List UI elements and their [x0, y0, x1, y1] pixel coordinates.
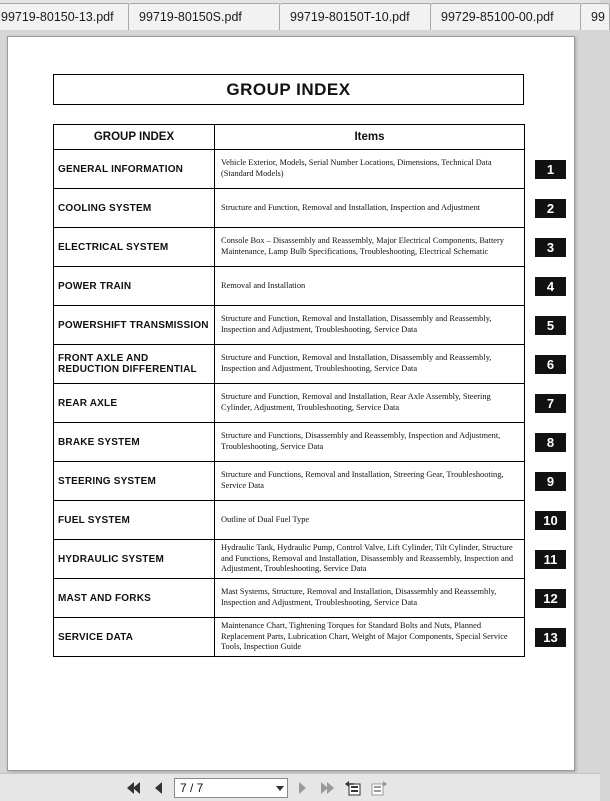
group-items: Vehicle Exterior, Models, Serial Number Locations, Dimensions, Technical Data (Standard Models): [215, 150, 525, 189]
tab-label: 99719-80150T-10.pdf: [290, 10, 410, 24]
group-name: MAST AND FORKS: [54, 579, 215, 618]
group-items: Hydraulic Tank, Hydraulic Pump, Control Valve, Lift Cylinder, Tilt Cylinder, Structure and Functions, Removal and Installation, Disassembly and Reassembly, Inspection and Adjustment, Troubleshooting, Service Data: [215, 540, 525, 579]
tab-99719-80150S[interactable]: [128, 3, 281, 30]
table-row: [54, 579, 525, 618]
table-row: [54, 462, 525, 501]
group-name: FUEL SYSTEM: [54, 501, 215, 540]
group-name: POWER TRAIN: [54, 267, 215, 306]
tab-99729-85100-00[interactable]: [430, 3, 582, 30]
group-items: Structure and Function, Removal and Installation, Rear Axle Assembly, Steering Cylinder, Adjustment, Troubleshooting, Service Data: [215, 384, 525, 423]
group-items: Structure and Function, Removal and Installation, Disassembly and Reassembly, Inspection and Adjustment, Troubleshooting, Service Data: [215, 306, 525, 345]
header-items: Items: [215, 125, 525, 150]
table-row: [54, 228, 525, 267]
table-row: [54, 150, 525, 189]
group-items: Console Box – Disassembly and Reassembly, Major Electrical Components, Battery Maintenance, Lamp Bulb Specifications, Troubleshooting, Electrical Schematic: [215, 228, 525, 267]
group-items: Removal and Installation: [215, 267, 525, 306]
table-row: [54, 501, 525, 540]
page-title: GROUP INDEX: [53, 74, 524, 105]
group-name: GENERAL INFORMATION: [54, 150, 215, 189]
group-number-tab[interactable]: 5: [535, 316, 566, 335]
group-number-tab[interactable]: 3: [535, 238, 566, 257]
document-viewer[interactable]: [0, 30, 600, 773]
last-page-icon[interactable]: [318, 779, 336, 797]
group-name: BRAKE SYSTEM: [54, 423, 215, 462]
tab-truncated[interactable]: [580, 3, 610, 30]
group-name: POWERSHIFT TRANSMISSION: [54, 306, 215, 345]
tab-99719-80150T-10[interactable]: [279, 3, 432, 30]
previous-view-icon[interactable]: [343, 779, 363, 797]
table-row: [54, 267, 525, 306]
group-items: Structure and Functions, Disassembly and Reassembly, Inspection and Adjustment, Troubleshooting, Service Data: [215, 423, 525, 462]
group-number-tab[interactable]: 4: [535, 277, 566, 296]
group-name: ELECTRICAL SYSTEM: [54, 228, 215, 267]
table-row: [54, 423, 525, 462]
page-indicator: 7 / 7: [180, 781, 204, 795]
tab-label: 99719-80150-13.pdf: [1, 10, 114, 24]
group-name: HYDRAULIC SYSTEM: [54, 540, 215, 579]
table-row: [54, 306, 525, 345]
group-name: COOLING SYSTEM: [54, 189, 215, 228]
group-number-tab[interactable]: 12: [535, 589, 566, 608]
table-row: [54, 540, 525, 579]
table-row: [54, 345, 525, 384]
table-row: [54, 189, 525, 228]
group-index-table: [53, 124, 525, 657]
group-number-tab[interactable]: 10: [535, 511, 566, 530]
group-items: Mast Systems, Structure, Removal and Installation, Disassembly and Reassembly, Inspection and Adjustment, Troubleshooting, Service Data: [215, 579, 525, 618]
group-items: Structure and Function, Removal and Installation, Inspection and Adjustment: [215, 189, 525, 228]
group-items: Maintenance Chart, Tightening Torques for Standard Bolts and Nuts, Planned Replacement Parts, Lubrication Chart, Weight of Major Components, Special Service Tools, Inspection Guide: [215, 618, 525, 657]
group-number-tab[interactable]: 8: [535, 433, 566, 452]
tab-bar: [0, 0, 605, 30]
group-number-tab[interactable]: 9: [535, 472, 566, 491]
group-name: STEERING SYSTEM: [54, 462, 215, 501]
group-items: Outline of Dual Fuel Type: [215, 501, 525, 540]
group-items: Structure and Function, Removal and Installation, Disassembly and Reassembly, Inspection and Adjustment, Troubleshooting, Service Data: [215, 345, 525, 384]
tab-label: 99719-80150S.pdf: [139, 10, 242, 24]
group-number-tab[interactable]: 2: [535, 199, 566, 218]
page-number-field[interactable]: [174, 778, 288, 798]
next-view-icon[interactable]: [369, 779, 389, 797]
group-items: Structure and Functions, Removal and Installation, Streering Gear, Troubleshooting, Service Data: [215, 462, 525, 501]
group-name: FRONT AXLE AND REDUCTION DIFFERENTIAL: [54, 345, 215, 384]
table-row: [54, 618, 525, 657]
first-page-icon[interactable]: [125, 779, 143, 797]
group-number-tab[interactable]: 7: [535, 394, 566, 413]
group-name: REAR AXLE: [54, 384, 215, 423]
table-header-row: [54, 125, 525, 150]
next-page-icon[interactable]: [294, 779, 310, 797]
group-name: SERVICE DATA: [54, 618, 215, 657]
tab-label: 99729-85100-00.pdf: [441, 10, 554, 24]
previous-page-icon[interactable]: [150, 779, 166, 797]
navigation-toolbar: [0, 773, 600, 801]
group-number-tab[interactable]: 1: [535, 160, 566, 179]
pdf-page: [7, 36, 575, 771]
chevron-down-icon[interactable]: [276, 786, 284, 791]
tab-99719-80150-13[interactable]: [0, 3, 130, 30]
group-number-tab[interactable]: 6: [535, 355, 566, 374]
header-group-index: GROUP INDEX: [54, 125, 215, 150]
group-number-tab[interactable]: 13: [535, 628, 566, 647]
tab-label: 99: [591, 10, 605, 24]
group-number-tab[interactable]: 11: [535, 550, 566, 569]
table-row: [54, 384, 525, 423]
